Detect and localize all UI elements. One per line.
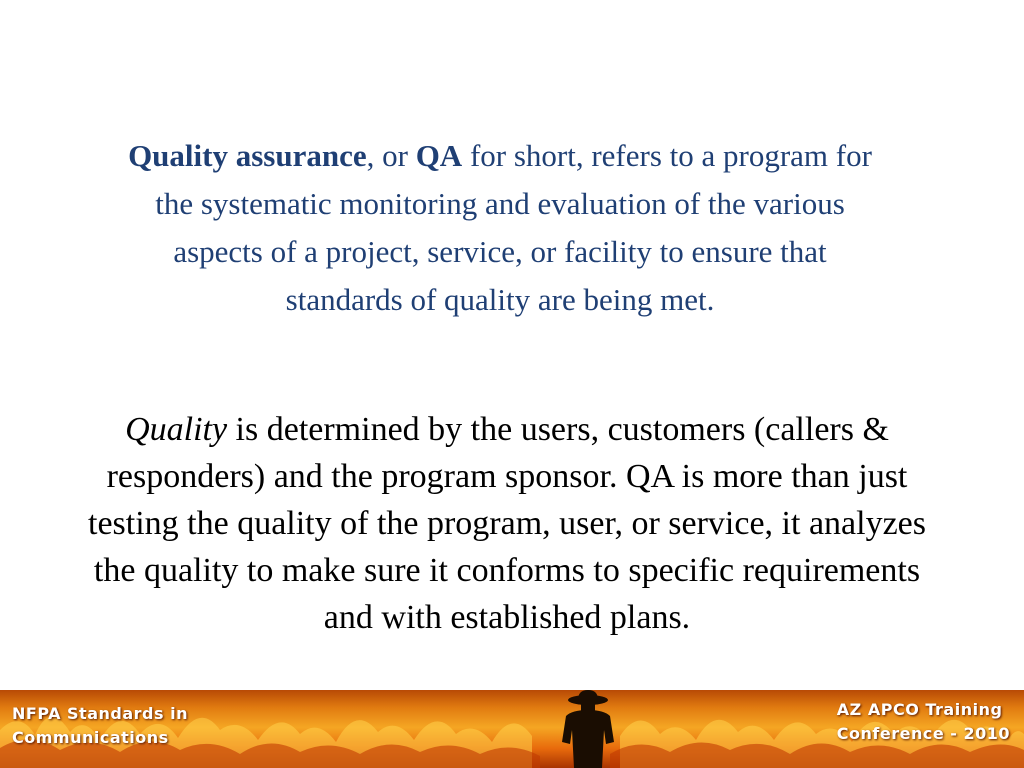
qa-definition-paragraph (120, 132, 880, 324)
footer-right-line-2: Conference - 2010 (836, 724, 1010, 743)
quality-lead-word: Quality (125, 411, 228, 448)
footer-left-line-1: NFPA Standards in (12, 704, 188, 723)
footer-left-line-2: Communications (12, 728, 169, 747)
qa-term-separator: , or (366, 138, 416, 173)
quality-explanation-paragraph (80, 406, 934, 641)
footer-left-title (12, 702, 188, 750)
firefighter-silhouette-icon (548, 690, 628, 768)
qa-term-quality-assurance: Quality assurance (128, 138, 367, 173)
qa-definition-text: for short, refers to a program for the systematic monitoring and evaluation of the various aspects of a project, service, or facility to ensure that standards of quality are being met. (155, 138, 872, 317)
footer-right-line-1: AZ APCO Training (836, 700, 1003, 719)
footer-banner (0, 690, 1024, 768)
qa-term-abbrev: QA (415, 138, 463, 173)
quality-explanation-text: is determined by the users, customers (callers & responders) and the program sponsor. QA is more than just testing the quality of the program, user, or service, it analyzes the quality to make sure it conforms to specific requirements and with established plans. (88, 411, 926, 636)
footer-right-title (837, 698, 1010, 746)
